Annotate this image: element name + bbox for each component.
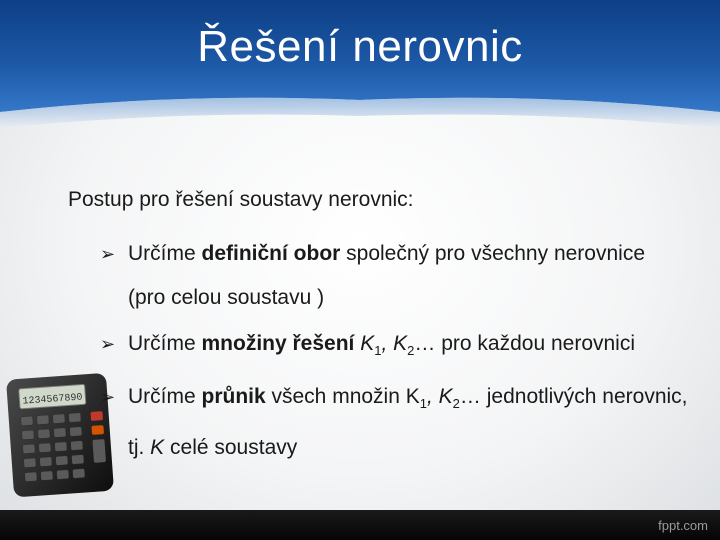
bullet-item-mnoziny-reseni: ➢ Určíme množiny řešení $K_1$, $K_2\dots$ pro každou nerovnici [68, 322, 688, 373]
intro-text: Postup pro řešení soustavy nerovnic: [68, 188, 414, 211]
arrow-bullet-icon: ➢ [100, 387, 116, 408]
emphasis-mnoziny-reseni: množiny řešení [201, 332, 355, 355]
emphasis-prunik: průnik [201, 385, 266, 409]
bottom-bar [0, 510, 720, 540]
arrow-bullet-icon: ➢ [100, 244, 116, 264]
calculator-display: 1234567890 [22, 392, 83, 408]
bullet-item-definicni-obor: ➢ Určíme definiční obor společný pro všechny nerovnice (pro celou soustavu ) [68, 232, 688, 320]
header-banner [0, 0, 720, 128]
slide-content [68, 186, 688, 472]
arrow-bullet-icon: ➢ [100, 334, 116, 354]
page-title: Řešení nerovnic [197, 22, 523, 71]
bullet-item-prunik: ➢ Určíme průnik všech množin $K_1$, $K_2\dots$ jednotlivých nerovnic, tj. K celé soustavy [68, 375, 688, 470]
emphasis-definicni-obor: definiční obor [201, 242, 341, 265]
watermark: fppt.com [658, 518, 708, 533]
bullet-list [68, 232, 688, 470]
